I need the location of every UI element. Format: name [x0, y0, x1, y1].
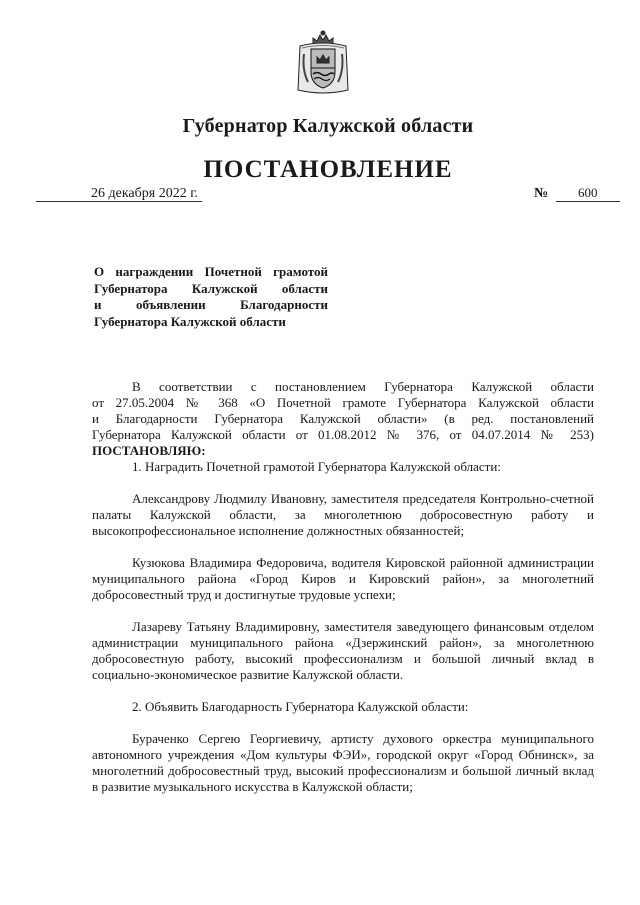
awardee-paragraph: Бураченко Сергею Георгиевичу, артисту духового оркестра муниципального автономного учреждения «Дом культуры ФЭИ», городской округ «Город Обнинск», за многолетний добросовестный труд, высокий профессионализм и большой личный вклад в развитие музыкального искусства в Калужской области; [92, 731, 594, 794]
subject-line: Губернатора Калужской области [94, 313, 286, 329]
awardee-paragraph: Александрову Людмилу Ивановну, заместителя председателя Контрольно-счетной палаты Калужской области, за многолетнюю добросовестную работу и высокопрофессиональное исполнение должностных обязанностей; [92, 491, 594, 538]
awardee-paragraph: Кузюкова Владимира Федоровича, водителя Кировской районной администрации муниципального района «Город Киров и Кировский район», за многолетний добросовестный труд и достигнутые трудовые успехи; [92, 555, 594, 602]
number-underline [556, 201, 620, 202]
subject-line: и объявлении Благодарности [94, 297, 328, 312]
number-label: № [534, 186, 549, 201]
awardee-paragraph: Лазареву Татьяну Владимировну, заместителя заведующего финансовым отделом администрации муниципального района «Дзержинский район», за многолетнюю добросовестную работу, высокий профессионализм и большой личный вклад в социально-экономическое развитие Калужской области. [92, 619, 594, 682]
issuing-authority: Губернатор Калужской области [182, 115, 474, 137]
section-2-heading: 2. Объявить Благодарность Губернатора Калужской области: [132, 699, 469, 714]
kaluga-coat-of-arms-icon [296, 30, 350, 98]
section-1-heading: 1. Наградить Почетной грамотой Губернатора Калужской области: [132, 459, 501, 474]
preamble-line: Губернатора Калужской области от 01.08.2012 № 376, от 04.07.2014 № 253) [92, 427, 594, 442]
document-number: 600 [578, 185, 598, 200]
document-date: 26 декабря 2022 г. [91, 186, 198, 201]
preamble [92, 379, 594, 459]
preamble-line: от 27.05.2004 № 368 «О Почетной грамоте Губернатора Калужской области [92, 395, 594, 410]
document-subject [94, 264, 328, 330]
preamble-line: В соответствии с постановлением Губернатора Калужской области [132, 379, 594, 394]
subject-line: Губернатора Калужской области [94, 280, 328, 296]
subject-line: О награждении Почетной грамотой [94, 264, 328, 279]
resolution-word: ПОСТАНОВЛЯЮ: [92, 443, 206, 458]
preamble-line: и Благодарности Губернатора Калужской области» (в ред. постановлений [92, 411, 594, 426]
document-type-title: ПОСТАНОВЛЕНИЕ [203, 156, 453, 183]
